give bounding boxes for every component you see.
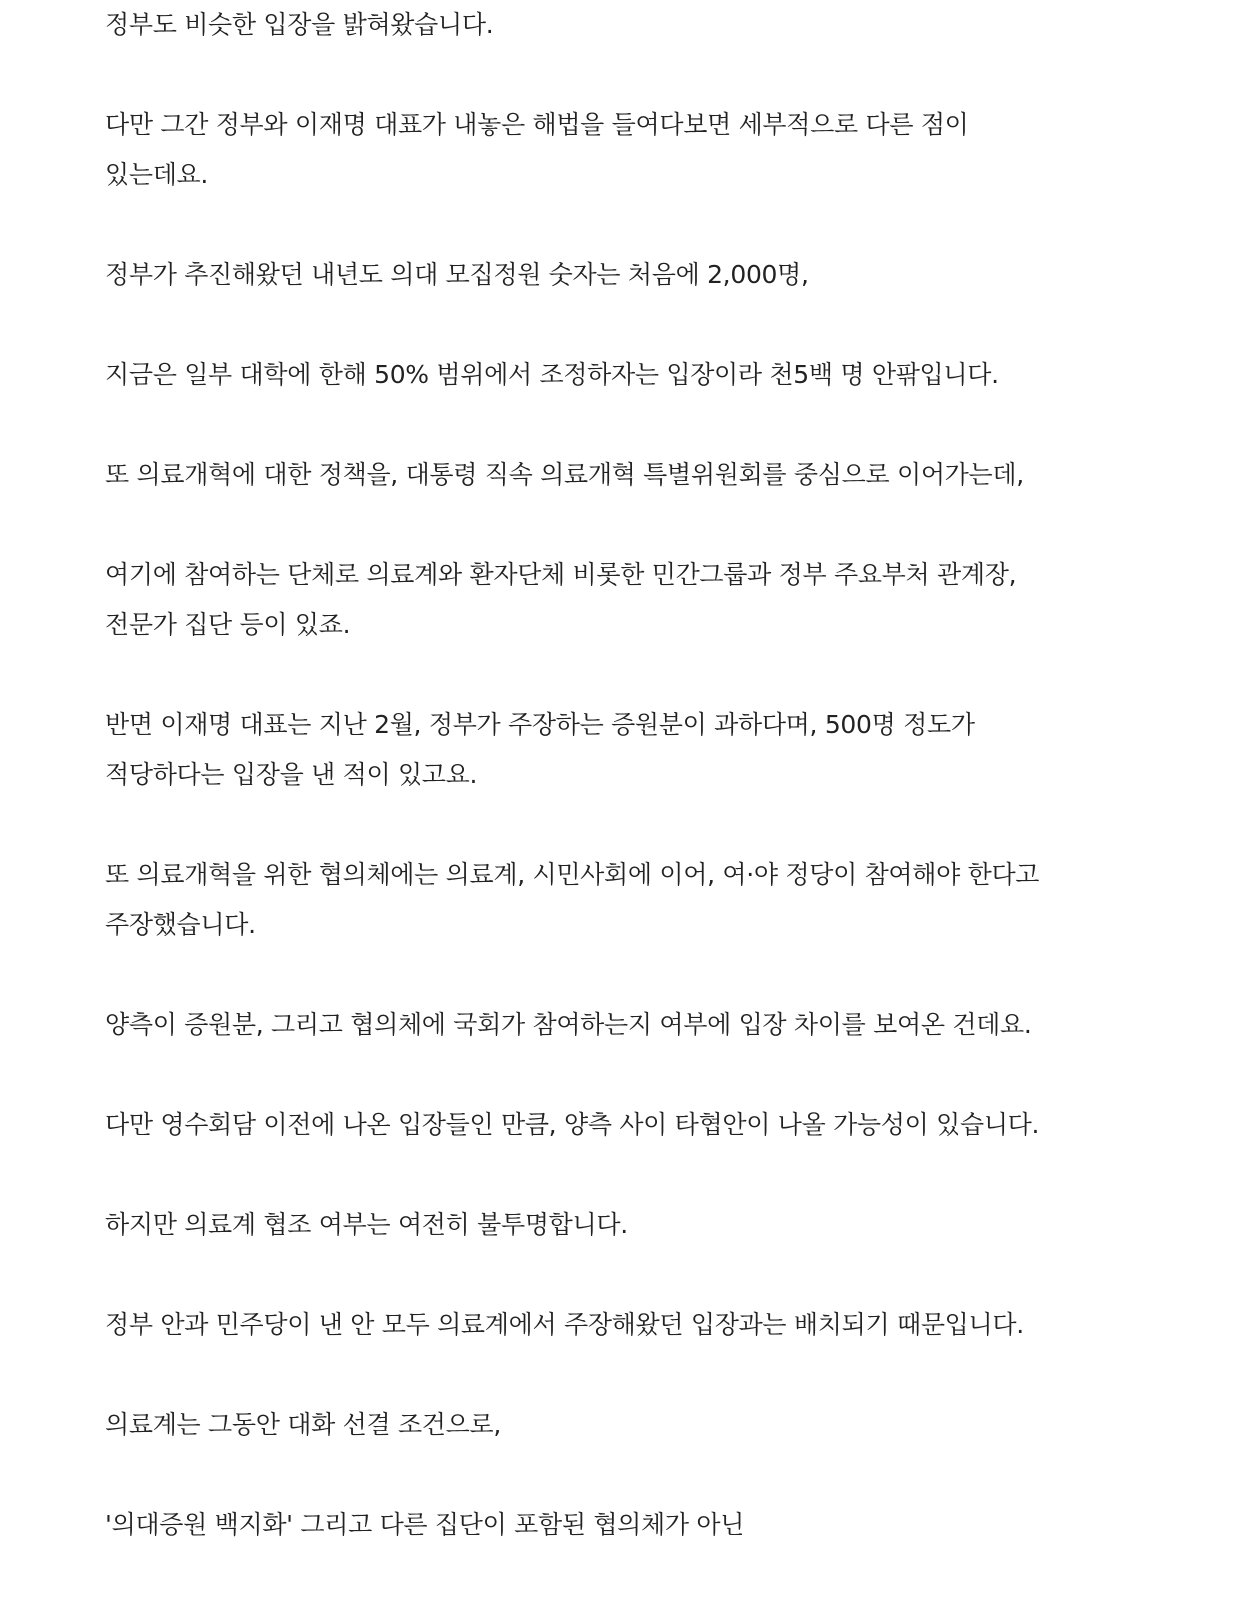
paragraph: 의료계는 그동안 대화 선결 조건으로, (105, 1410, 501, 1439)
paragraph: 정부 안과 민주당이 낸 안 모두 의료계에서 주장해왔던 입장과는 배치되기 때문입니다. (105, 1310, 1024, 1339)
paragraph: 다만 영수회담 이전에 나온 입장들인 만큼, 양측 사이 타협안이 나올 가능성이 있습니다. (105, 1110, 1040, 1139)
paragraph: 양측이 증원분, 그리고 협의체에 국회가 참여하는지 여부에 입장 차이를 보여온 건데요. (105, 1010, 1032, 1039)
article-body (105, 0, 1065, 1600)
paragraph: 하지만 의료계 협조 여부는 여전히 불투명합니다. (105, 1210, 628, 1239)
paragraph: 반면 이재명 대표는 지난 2월, 정부가 주장하는 증원분이 과하다며, 500명 정도가 적당하다는 입장을 낸 적이 있고요. (105, 710, 975, 789)
paragraph: 정부도 비슷한 입장을 밝혀왔습니다. (105, 10, 494, 39)
paragraph: 또 의료개혁을 위한 협의체에는 의료계, 시민사회에 이어, 여·야 정당이 참여해야 한다고 주장했습니다. (105, 860, 1040, 939)
paragraph: 지금은 일부 대학에 한해 50% 범위에서 조정하자는 입장이라 천5백 명 안팎입니다. (105, 360, 999, 389)
paragraph: 여기에 참여하는 단체로 의료계와 환자단체 비롯한 민간그룹과 정부 주요부처 관계장, 전문가 집단 등이 있죠. (105, 560, 1017, 639)
paragraph: 또 의료개혁에 대한 정책을, 대통령 직속 의료개혁 특별위원회를 중심으로 이어가는데, (105, 460, 1024, 489)
paragraph: 정부가 추진해왔던 내년도 의대 모집정원 숫자는 처음에 2,000명, (105, 260, 809, 289)
paragraph: 다만 그간 정부와 이재명 대표가 내놓은 해법을 들여다보면 세부적으로 다른 점이 있는데요. (105, 110, 969, 189)
paragraph: '의대증원 백지화' 그리고 다른 집단이 포함된 협의체가 아닌 (105, 1510, 745, 1539)
